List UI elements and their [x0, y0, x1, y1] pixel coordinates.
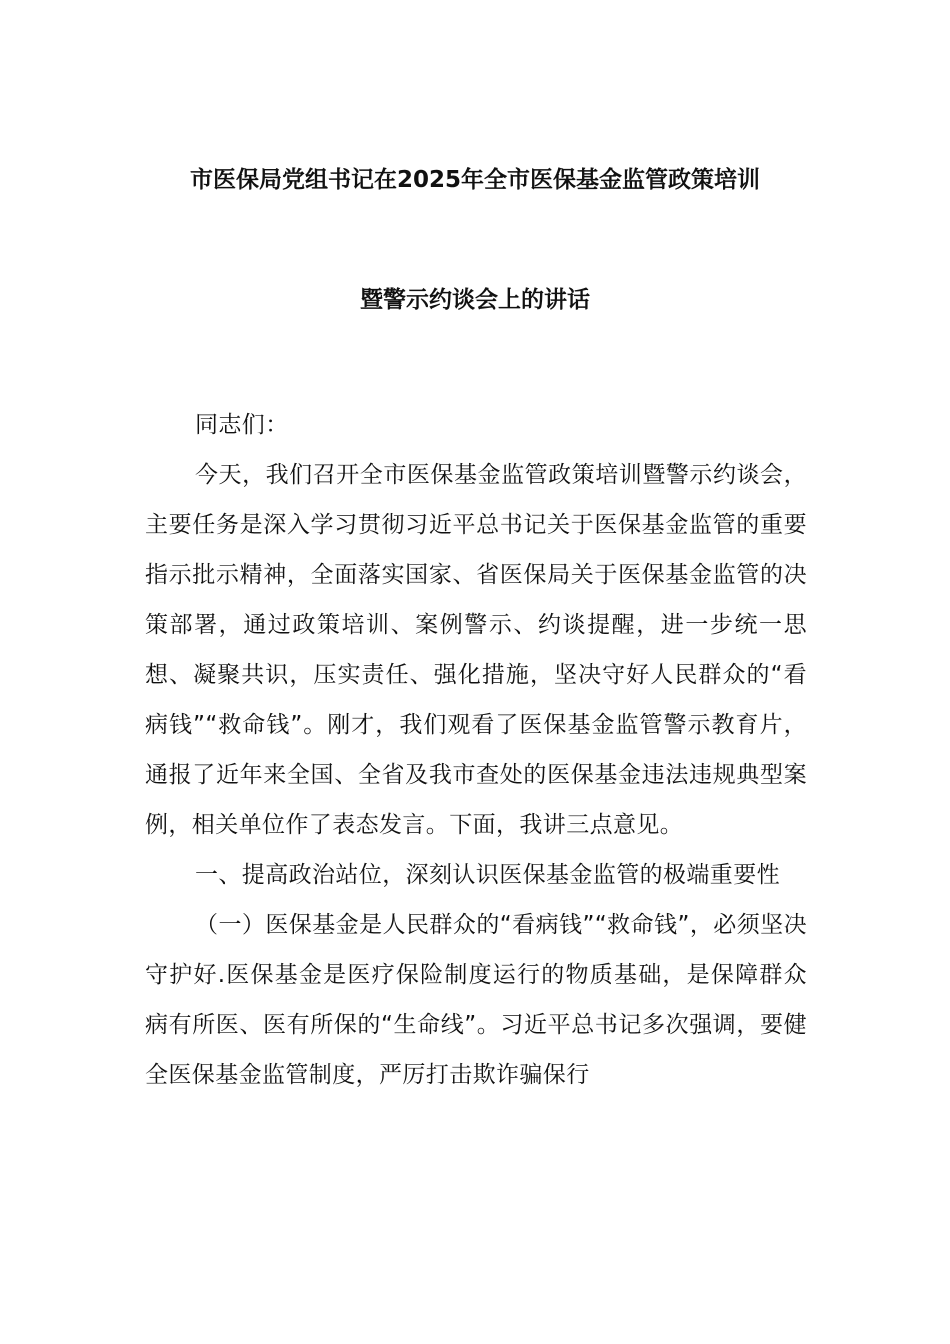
salutation-paragraph: 同志们：: [195, 412, 289, 438]
subsection-paragraph-1: （一）医保基金是人民群众的“看病钱”“救命钱”，必须坚决守护好.医保基金是医疗保险制度运行的物质基础，是保障群众病有所医、医有所保的“生命线”。习近平总书记多次强调，要健全医保基金监管制度，严厉打击欺诈骗保行: [145, 912, 807, 1088]
intro-paragraph: 今天，我们召开全市医保基金监管政策培训暨警示约谈会，主要任务是深入学习贯彻习近平总书记关于医保基金监管的重要指示批示精神，全面落实国家、省医保局关于医保基金监管的决策部署，通过政策培训、案例警示、约谈提醒，进一步统一思想、凝聚共识，压实责任、强化措施，坚决守好人民群众的“看病钱”“救命钱”。刚才，我们观看了医保基金监管警示教育片，通报了近年来全国、全省及我市查处的医保基金违法违规典型案例，相关单位作了表态发言。下面，我讲三点意见。: [145, 462, 807, 838]
document-title-line-2: 暨警示约谈会上的讲话: [360, 287, 590, 313]
document-body: [145, 400, 807, 1100]
section-heading-1: 一、提高政治站位，深刻认识医保基金监管的极端重要性: [195, 862, 780, 888]
document-title-line-1: 市医保局党组书记在2025年全市医保基金监管政策培训: [189, 167, 760, 193]
